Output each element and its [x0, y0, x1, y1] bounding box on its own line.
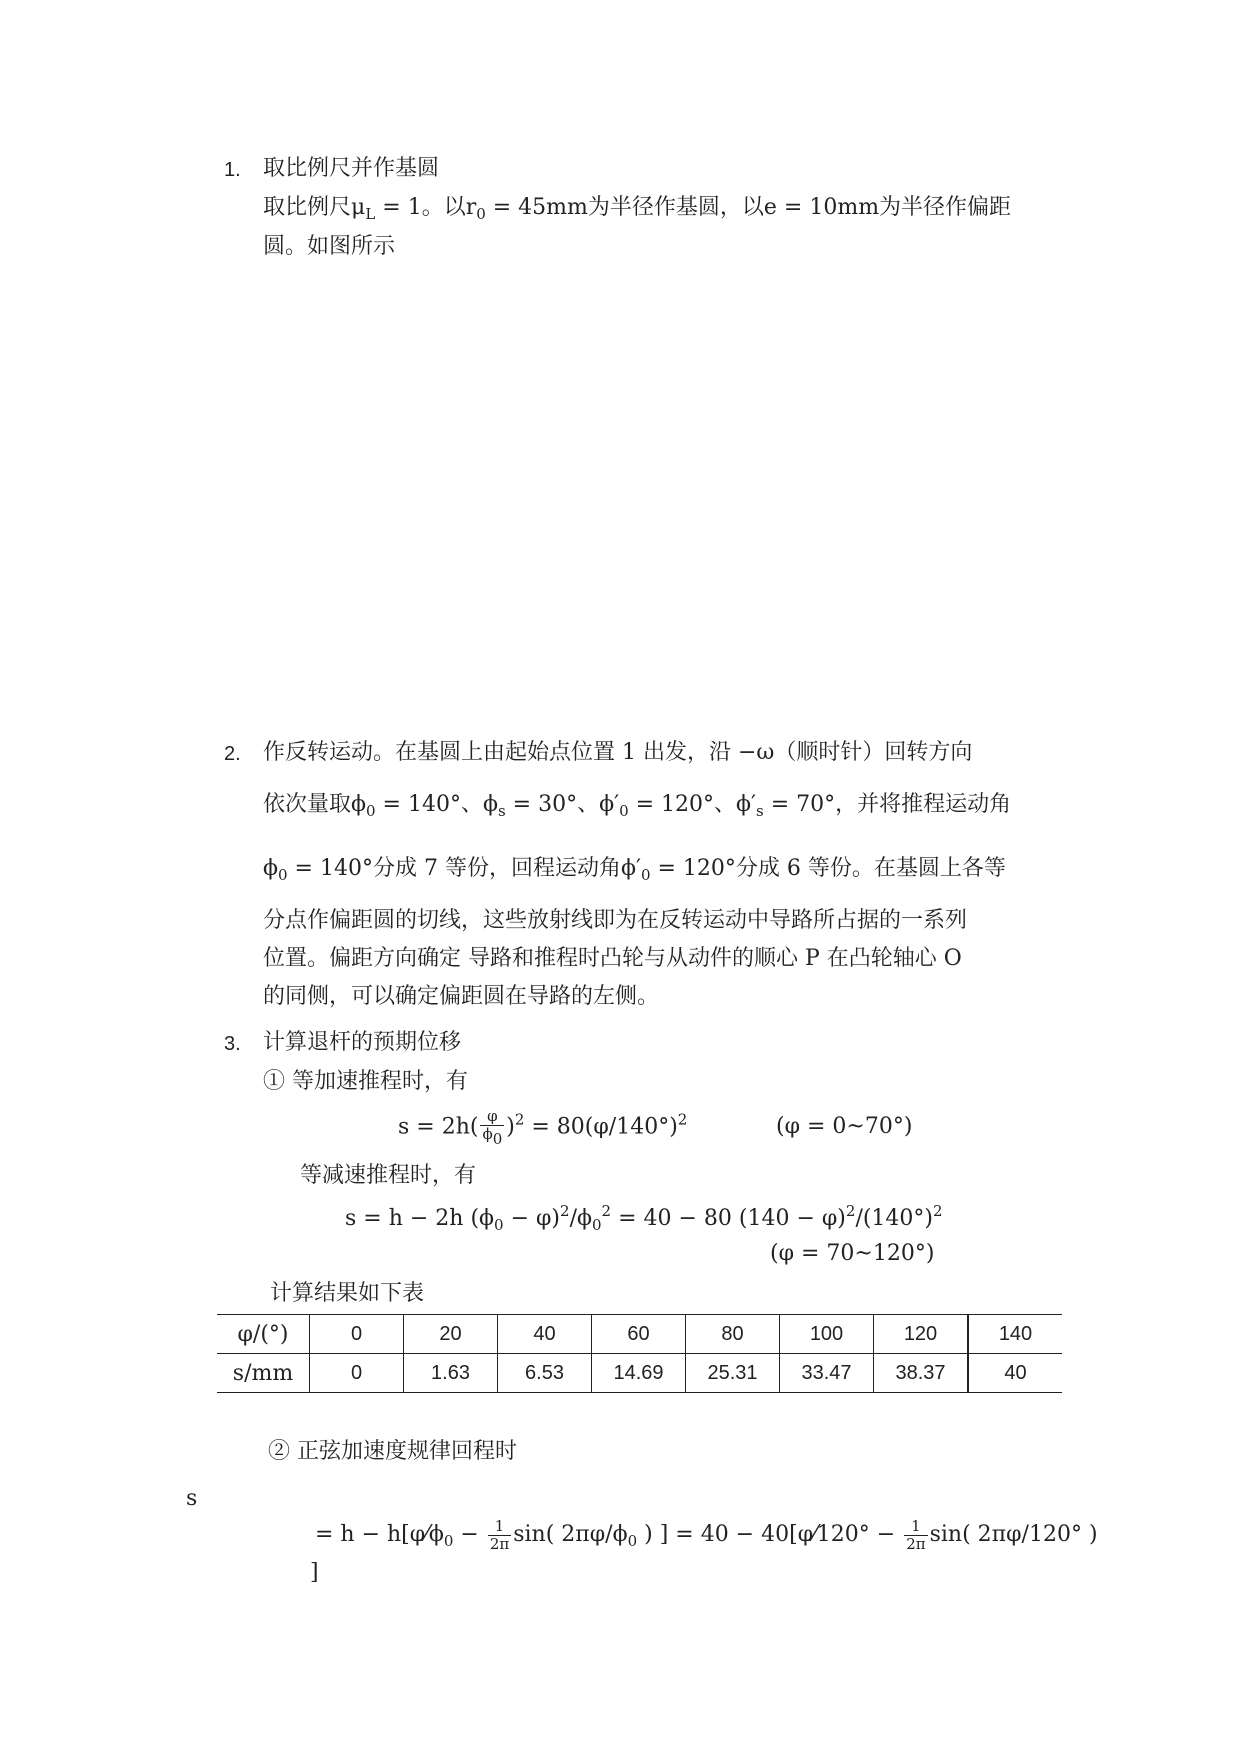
results-table — [217, 1314, 1062, 1393]
table-cell: 60 — [592, 1315, 686, 1354]
section-1-heading: 取比例尺并作基圆 — [263, 156, 440, 181]
table-caption: 计算结果如下表 — [270, 1281, 425, 1306]
equation-accel: s = 2h( $\frac{\varphi}{\phi 0}$ )$^2 = 80(\varphi/140^\circ)^2$ — [398, 1107, 688, 1148]
section-2-line-6: 的同侧，可以确定偏距圆在导路的左侧。 — [263, 984, 660, 1009]
table-cell: 120 — [874, 1315, 969, 1354]
table-header-phi: φ/(°) — [237, 1321, 289, 1347]
equation-decel-range: (φ = 70~120°) — [770, 1241, 935, 1266]
table-header-s: s/mm — [217, 1354, 310, 1393]
table-cell: 40 — [968, 1354, 1062, 1393]
equation-sine-close-bracket: ] — [310, 1560, 319, 1585]
section-3-number: 3. — [224, 1033, 241, 1055]
section-2-line-4: 分点作偏距圆的切线，这些放射线即为在反转运动中导路所占据的一系列 — [263, 908, 968, 933]
table-row-phi — [217, 1315, 1062, 1354]
section-2-line-1: 作反转运动。在基圆上由起始点位置 1 出发，沿 −ω（顺时针）回转方向 — [263, 740, 973, 765]
table-cell: 6.53 — [498, 1354, 592, 1393]
table-cell: 38.37 — [874, 1354, 969, 1393]
table-cell: 80 — [686, 1315, 780, 1354]
equation-sine-s: s — [186, 1486, 198, 1511]
table-cell: 1.63 — [404, 1354, 498, 1393]
section-2-line-3: $\phi_0 = 140^\circ$分成 7 等份，回程运动角$\phi'_0 = 120^\circ$分成 6 等份。在基圆上各等 — [263, 856, 1006, 884]
equation-decel: s = h − 2h $(\phi_0 - \varphi)^2/\phi_0^2 = 40 - 80$ $(140 - \varphi)^2/(140^\circ)^2$ — [345, 1202, 943, 1234]
section-1-line-1: 取比例尺$\mu_L = 1$。以$r_0 = 45mm$为半径作基圆，以e = 10mm为半径作偏距 — [263, 195, 1012, 223]
section-3-item-2: ② 正弦加速度规律回程时 — [268, 1439, 517, 1464]
table-cell: 20 — [404, 1315, 498, 1354]
equation-accel-range: (φ = 0~70°) — [776, 1114, 913, 1139]
table-row-s — [217, 1354, 1062, 1393]
equation-sine-fraction-1: $\frac{1}{2\pi}$ — [489, 1517, 510, 1553]
section-1-line-2: 圆。如图所示 — [263, 234, 396, 259]
table-cell: 0 — [310, 1315, 404, 1354]
section-2-number: 2. — [224, 743, 241, 765]
table-cell: 25.31 — [686, 1354, 780, 1393]
section-3-heading: 计算退杆的预期位移 — [263, 1030, 462, 1055]
decel-label: 等减速推程时，有 — [300, 1163, 477, 1188]
equation-accel-fraction: $\frac{\varphi}{\phi 0}$ — [482, 1107, 503, 1148]
section-3-item-1: ① 等加速推程时，有 — [263, 1069, 468, 1094]
section-1-number: 1. — [224, 159, 241, 181]
table-cell: 0 — [310, 1354, 404, 1393]
table-cell: 14.69 — [592, 1354, 686, 1393]
equation-sine: = $h - h[\varphi⁄\phi_0$ − $\frac{1}{2\pi}$ sin( $2\pi\varphi/\phi_0$ ) ] = 40 − 40[φ⁄120° − $\frac{1}{2\pi}$ sin( 2πφ/120° ) — [315, 1517, 1098, 1553]
table-cell: 100 — [780, 1315, 874, 1354]
section-2-line-5: 位置。偏距方向确定 导路和推程时凸轮与从动件的顺心 P 在凸轮轴心 O — [263, 946, 962, 971]
section-2-line-2: 依次量取$\phi_0 = 140^\circ$、$\phi_s = 30^\circ$、$\phi'_0 = 120^\circ$、$\phi'_s = 70^\circ$，并将推程运动角 — [263, 792, 1012, 820]
equation-sine-fraction-2: $\frac{1}{2\pi}$ — [906, 1517, 926, 1553]
table-cell: 33.47 — [780, 1354, 874, 1393]
table-cell: 40 — [498, 1315, 592, 1354]
table-cell: 140 — [968, 1315, 1062, 1354]
